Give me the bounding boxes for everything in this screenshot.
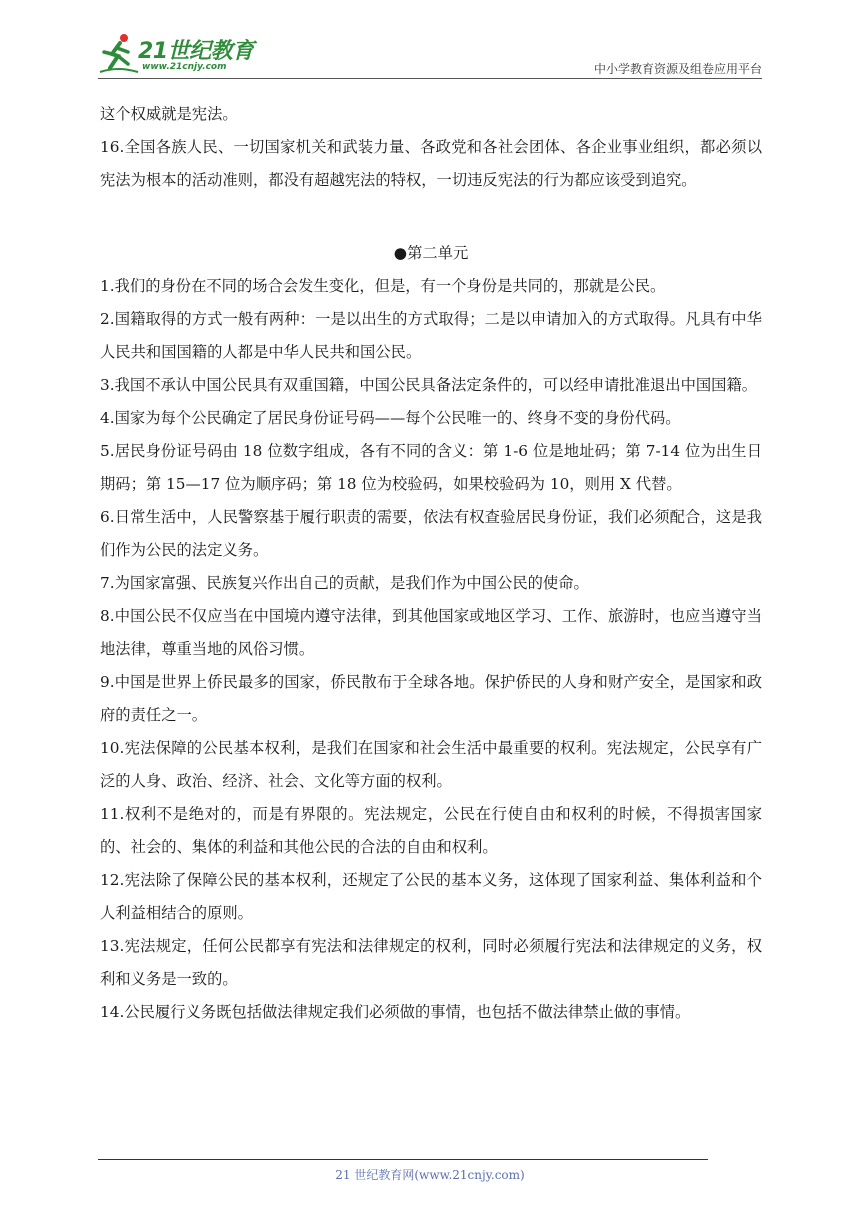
list-item: 13.宪法规定，任何公民都享有宪法和法律规定的权利，同时必须履行宪法和法律规定的义务，权利和义务是一致的。 bbox=[100, 937, 762, 988]
list-item: 4.国家为每个公民确定了居民身份证号码——每个公民唯一的、终身不变的身份代码。 bbox=[100, 409, 681, 427]
list-item: 12.宪法除了保障公民的基本权利，还规定了公民的基本义务，这体现了国家利益、集体利益和个人利益相结合的原则。 bbox=[100, 871, 762, 922]
document-body bbox=[100, 98, 762, 1029]
paragraph: 16.全国各族人民、一切国家机关和武装力量、各政党和各社会团体、各企业事业组织，都必须以宪法为根本的活动准则，都没有超越宪法的特权，一切违反宪法的行为都应该受到追究。 bbox=[100, 138, 762, 189]
page-header bbox=[98, 28, 762, 80]
list-item: 9.中国是世界上侨民最多的国家，侨民散布于全球各地。保护侨民的人身和财产安全，是国家和政府的责任之一。 bbox=[100, 673, 762, 724]
logo-url: www.21cnjy.com bbox=[142, 62, 227, 72]
footer-divider bbox=[98, 1159, 708, 1160]
list-item: 10.宪法保障的公民基本权利，是我们在国家和社会生活中最重要的权利。宪法规定，公民享有广泛的人身、政治、经济、社会、文化等方面的权利。 bbox=[100, 739, 762, 790]
list-item: 14.公民履行义务既包括做法律规定我们必须做的事情，也包括不做法律禁止做的事情。 bbox=[100, 1003, 691, 1021]
list-item: 1.我们的身份在不同的场合会发生变化，但是，有一个身份是共同的，那就是公民。 bbox=[100, 277, 666, 295]
running-figure-icon bbox=[98, 32, 142, 76]
paragraph: 这个权威就是宪法。 bbox=[100, 105, 238, 123]
list-item: 5.居民身份证号码由 18 位数字组成，各有不同的含义：第 1-6 位是地址码；第 7-14 位为出生日期码；第 15—17 位为顺序码；第 18 位为校验码，如果校验码为 10，则用 X 代替。 bbox=[100, 442, 762, 493]
list-item: 2.国籍取得的方式一般有两种：一是以出生的方式取得；二是以申请加入的方式取得。凡具有中华人民共和国国籍的人都是中华人民共和国公民。 bbox=[100, 310, 762, 361]
list-item: 11.权利不是绝对的，而是有界限的。宪法规定，公民在行使自由和权利的时候，不得损害国家的、社会的、集体的利益和其他公民的合法的自由和权利。 bbox=[100, 805, 762, 856]
list-item: 7.为国家富强、民族复兴作出自己的贡献，是我们作为中国公民的使命。 bbox=[100, 574, 589, 592]
list-item: 3.我国不承认中国公民具有双重国籍，中国公民具备法定条件的，可以经申请批准退出中国国籍。 bbox=[100, 376, 758, 394]
site-logo[interactable] bbox=[98, 32, 268, 76]
logo-text: 21世纪教育 bbox=[138, 39, 254, 64]
platform-name: 中小学教育资源及组卷应用平台 bbox=[593, 62, 762, 76]
section-title: ●第二单元 bbox=[393, 244, 469, 262]
list-item: 6.日常生活中，人民警察基于履行职责的需要，依法有权查验居民身份证，我们必须配合，这是我们作为公民的法定义务。 bbox=[100, 508, 762, 559]
list-item: 8.中国公民不仅应当在中国境内遵守法律，到其他国家或地区学习、工作、旅游时，也应当遵守当地法律，尊重当地的风俗习惯。 bbox=[100, 607, 762, 658]
footer-link[interactable]: 21 世纪教育网(www.21cnjy.com) bbox=[335, 1168, 525, 1182]
section-spacer bbox=[100, 197, 762, 237]
header-divider bbox=[98, 78, 762, 79]
